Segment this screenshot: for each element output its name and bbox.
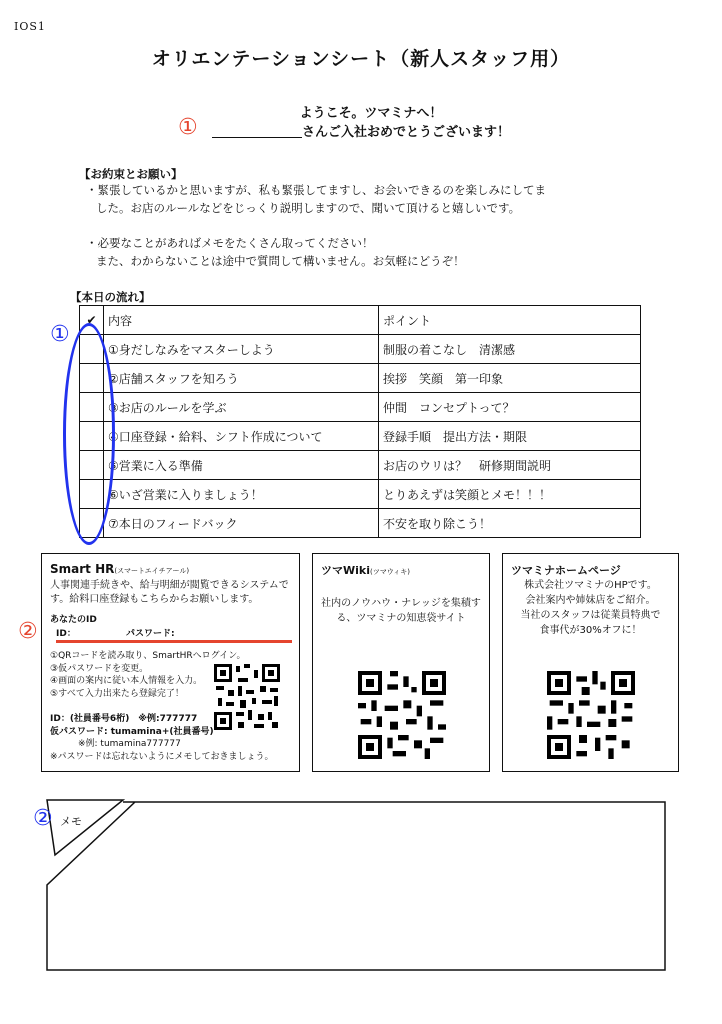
smarthr-title [50,562,189,576]
promise-text-2b: また、わからないことは途中で質問して構いません。お気軽にどうぞ！ [96,254,465,268]
table-row [80,480,641,509]
item-header: 内容 [104,306,379,335]
homepage-desc-2: 会社案内や姉妹店をご紹介。 [525,595,656,606]
table-row [80,364,641,393]
id-underline [56,640,292,643]
flow-item: ②店舗スタッフを知ろう [104,364,379,393]
promise-text-2a: ・必要なことがあればメモをたくさん取ってください！ [86,236,374,250]
remember-note: ※パスワードは忘れないようにメモしておきましょう。 [50,751,274,762]
table-row [80,451,641,480]
wiki-desc-2: る、ツマミナの知恵袋サイト [336,613,466,624]
page-title: オリエンテーションシート（新人スタッフ用） [151,48,571,70]
step-2: ③仮パスワードを変更。 [50,663,149,674]
homepage-qr-code[interactable] [547,671,635,759]
flow-point: 不安を取り除こう！ [379,509,641,538]
step-4: ⑤すべて入力出来たら登録完了！ [50,688,184,699]
smarthr-desc [50,579,289,607]
wiki-title-text: ツマWiki [321,564,370,577]
flow-point: 制服の着こなし 清潔感 [379,335,641,364]
smarthr-title-text: Smart HR [50,562,115,576]
table-row [80,422,641,451]
flow-item: ③お店のルールを学ぶ [104,393,379,422]
id-note: ID：(社員番号6桁) ※例:777777 [50,714,198,724]
wiki-title [321,562,410,578]
step-3: ④画面の案内に従い本人情報を入力。 [50,676,203,686]
flow-point: 仲間 コンセプトって？ [379,393,641,422]
promise-text-1a: ・緊張しているかと思いますが、私も緊張してますし、お会いできるのを楽しみにしてま [86,183,546,197]
pw-example: ※例: tumamina777777 [78,739,181,749]
table-row [80,393,641,422]
check-header: ✔ [80,306,104,335]
welcome-marker: ① [178,115,198,140]
table-row [80,509,641,538]
promise-text-1b: した。お店のルールなどをじっくり説明しますので、聞いて頂けると嬉しいです。 [96,201,521,215]
welcome-line: ようこそ。ツマミナへ！ [299,106,443,121]
table-row [80,335,641,364]
memo-marker: ② [33,806,53,831]
homepage-desc [503,578,678,638]
flow-item: ①身だしなみをマスターしよう [104,335,379,364]
smarthr-reading: (スマートエイチアール) [114,567,190,575]
blue-marker: ① [50,322,70,347]
name-blank[interactable] [212,124,302,138]
wiki-qr-code[interactable] [358,671,446,759]
homepage-card [502,553,679,772]
flow-item: ⑥いざ営業に入りましょう！ [104,480,379,509]
smarthr-desc-1: 人事関連手続きや、給与明細が閲覧できるシステムで [50,580,289,591]
blue-annotation-ring [63,323,115,545]
id-label: ID： [56,629,76,639]
homepage-desc-4: 食事代が30%オフに！ [539,625,642,636]
flow-point: とりあえずは笑顔とメモ！！！ [379,480,641,509]
congrats-line [212,121,510,140]
flow-point: お店のウリは？ 研修期間説明 [379,451,641,480]
wiki-desc [313,596,489,626]
promise-heading: 【お約束とお願い】 [79,167,183,181]
flow-point: 挨拶 笑顔 第一印象 [379,364,641,393]
smarthr-desc-2: す。給料口座登録もこちらからお願いします。 [50,594,259,605]
congrats-text: さんご入社おめでとうございます！ [302,125,511,140]
flow-header-row [80,306,641,335]
flow-item: ⑦本日のフィードバック [104,509,379,538]
password-label: パスワード: [126,629,175,639]
smarthr-qr-code[interactable] [214,664,280,730]
flow-heading: 【本日の流れ】 [70,290,151,304]
memo-input-area[interactable] [47,885,665,970]
your-id-label: あなたのID [50,615,97,625]
homepage-desc-1: 株式会社ツマミナのHPです。 [524,580,657,591]
flow-item: ⑤営業に入る準備 [104,451,379,480]
point-header: ポイント [379,306,641,335]
memo-label: メモ [60,815,82,828]
document-id: IOS1 [14,20,46,33]
smarthr-marker: ② [18,619,38,644]
wiki-card [312,553,490,772]
smarthr-card [41,553,300,772]
wiki-desc-1: 社内のノウハウ・ナレッジを集積す [321,598,481,609]
homepage-desc-3: 当社のスタッフは従業員特典で [520,610,661,621]
step-1: ①QRコードを読み取り、SmartHRへログイン。 [50,651,246,661]
pw-note: 仮パスワード: tumamina+(社員番号) [50,726,214,737]
flow-table [79,305,641,538]
homepage-title: ツマミナホームページ [511,564,621,577]
flow-item: ④口座登録・給料、シフト作成について [104,422,379,451]
wiki-reading: (ツマウィキ) [370,568,411,576]
flow-point: 登録手順 提出方法・期限 [379,422,641,451]
